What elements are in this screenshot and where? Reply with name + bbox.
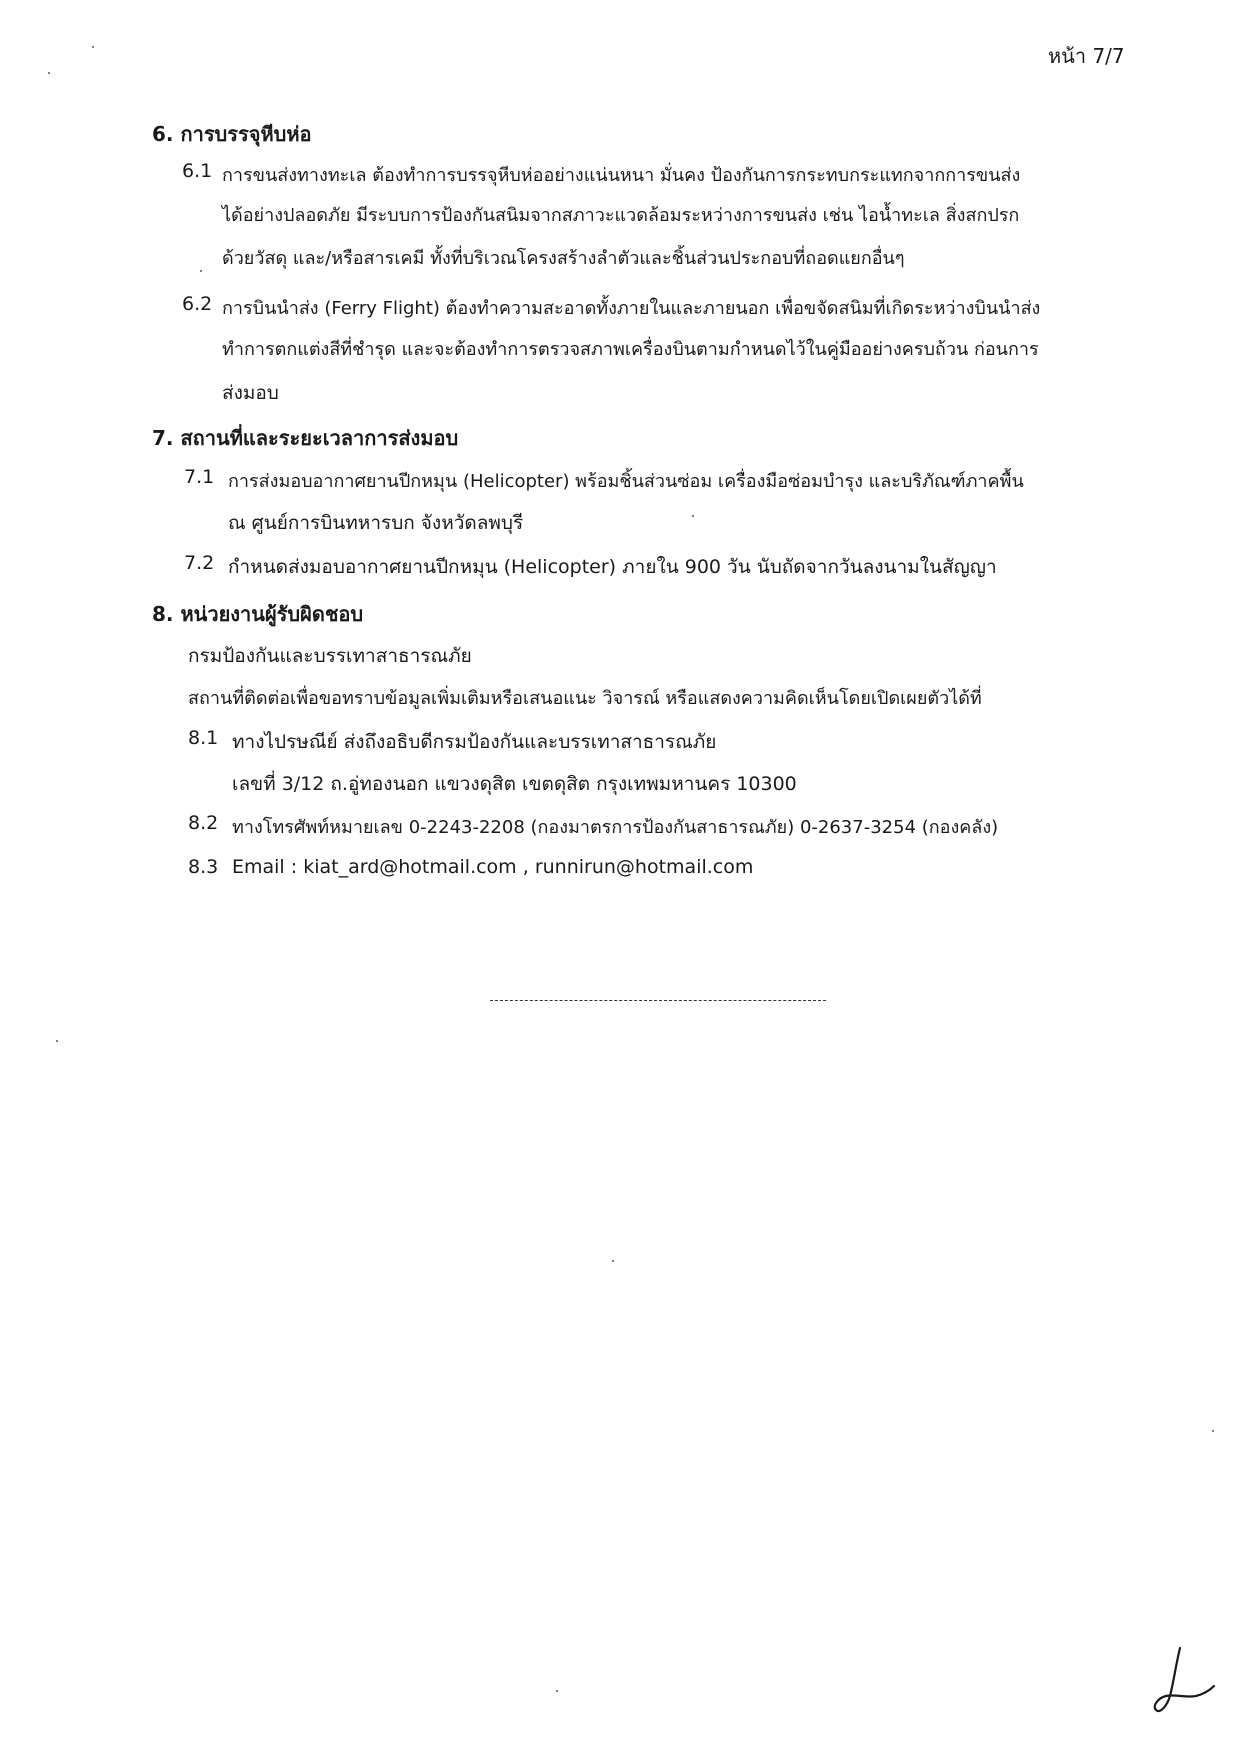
- scan-speck: [56, 1040, 58, 1042]
- item-7-1-line-1: การส่งมอบอากาศยานปีกหมุน (Helicopter) พร้อมชิ้นส่วนซ่อม เครื่องมือซ่อมบำรุง และบริภัณฑ์ภาคพื้น: [228, 471, 1024, 492]
- item-6-1-line-3: ด้วยวัสดุ และ/หรือสารเคมี ทั้งที่บริเวณโครงสร้างลำตัวและชิ้นส่วนประกอบที่ถอดแยกอื่นๆ: [222, 248, 905, 269]
- item-8-1-line-1: ทางไปรษณีย์ ส่งถึงอธิบดีกรมป้องกันและบรรเทาสาธารณภัย: [232, 731, 717, 753]
- section-7-title: 7. สถานที่และระยะเวลาการส่งมอบ: [152, 426, 459, 450]
- item-7-1-number: 7.1: [184, 466, 215, 488]
- item-6-1-number: 6.1: [182, 160, 213, 182]
- scan-speck: [200, 270, 202, 272]
- item-6-2-line-1: การบินนำส่ง (Ferry Flight) ต้องทำความสะอาดทั้งภายในและภายนอก เพื่อขจัดสนิมที่เกิดระหว่างบินนำส่ง: [222, 298, 1041, 319]
- item-8-3-number: 8.3: [188, 856, 219, 878]
- section-6-title: 6. การบรรจุหีบห่อ: [152, 122, 312, 146]
- scan-speck: [692, 515, 694, 517]
- item-7-1-line-2: ณ ศูนย์การบินทหารบก จังหวัดลพบุรี: [228, 512, 524, 534]
- item-7-2-number: 7.2: [184, 552, 215, 574]
- end-divider: [490, 1000, 826, 1001]
- page-number: หน้า 7/7: [1048, 44, 1125, 68]
- contact-intro: สถานที่ติดต่อเพื่อขอทราบข้อมูลเพิ่มเติมหรือเสนอแนะ วิจารณ์ หรือแสดงความคิดเห็นโดยเปิดเผยตัวได้ที่: [188, 688, 982, 709]
- item-8-3-line-1: Email : kiat_ard@hotmail.com , runnirun@hotmail.com: [232, 856, 754, 878]
- item-6-2-line-3: ส่งมอบ: [222, 382, 279, 404]
- item-8-2-line-1: ทางโทรศัพท์หมายเลข 0-2243-2208 (กองมาตรการป้องกันสาธารณภัย) 0-2637-3254 (กองคลัง): [232, 817, 999, 838]
- item-6-2-line-2: ทำการตกแต่งสีที่ชำรุด และจะต้องทำการตรวจสภาพเครื่องบินตามกำหนดไว้ในคู่มืออย่างครบถ้วน ก่อนการ: [222, 339, 1039, 360]
- scan-speck: [92, 46, 94, 48]
- scan-speck: [1212, 1430, 1214, 1432]
- responsible-agency: กรมป้องกันและบรรเทาสาธารณภัย: [188, 645, 472, 667]
- scan-speck: [556, 1690, 558, 1692]
- scan-speck: [612, 1260, 614, 1262]
- item-8-2-number: 8.2: [188, 812, 219, 834]
- item-6-1-line-2: ได้อย่างปลอดภัย มีระบบการป้องกันสนิมจากสภาวะแวดล้อมระหว่างการขนส่ง เช่น ไอน้ำทะเล สิ่งสกปรก: [222, 205, 1020, 226]
- item-7-2-line-1: กำหนดส่งมอบอากาศยานปีกหมุน (Helicopter) ภายใน 900 วัน นับถัดจากวันลงนามในสัญญา: [228, 556, 997, 578]
- section-8-title: 8. หน่วยงานผู้รับผิดชอบ: [152, 602, 364, 626]
- scan-speck: [48, 72, 50, 74]
- item-6-2-number: 6.2: [182, 293, 213, 315]
- item-8-1-number: 8.1: [188, 727, 219, 749]
- item-8-1-line-2: เลขที่ 3/12 ถ.อู่ทองนอก แขวงดุสิต เขตดุสิต กรุงเทพมหานคร 10300: [232, 773, 797, 795]
- item-6-1-line-1: การขนส่งทางทะเล ต้องทำการบรรจุหีบห่ออย่างแน่นหนา มั่นคง ป้องกันการกระทบกระแทกจากการขนส่ง: [222, 165, 1021, 186]
- signature-icon: [1150, 1640, 1220, 1720]
